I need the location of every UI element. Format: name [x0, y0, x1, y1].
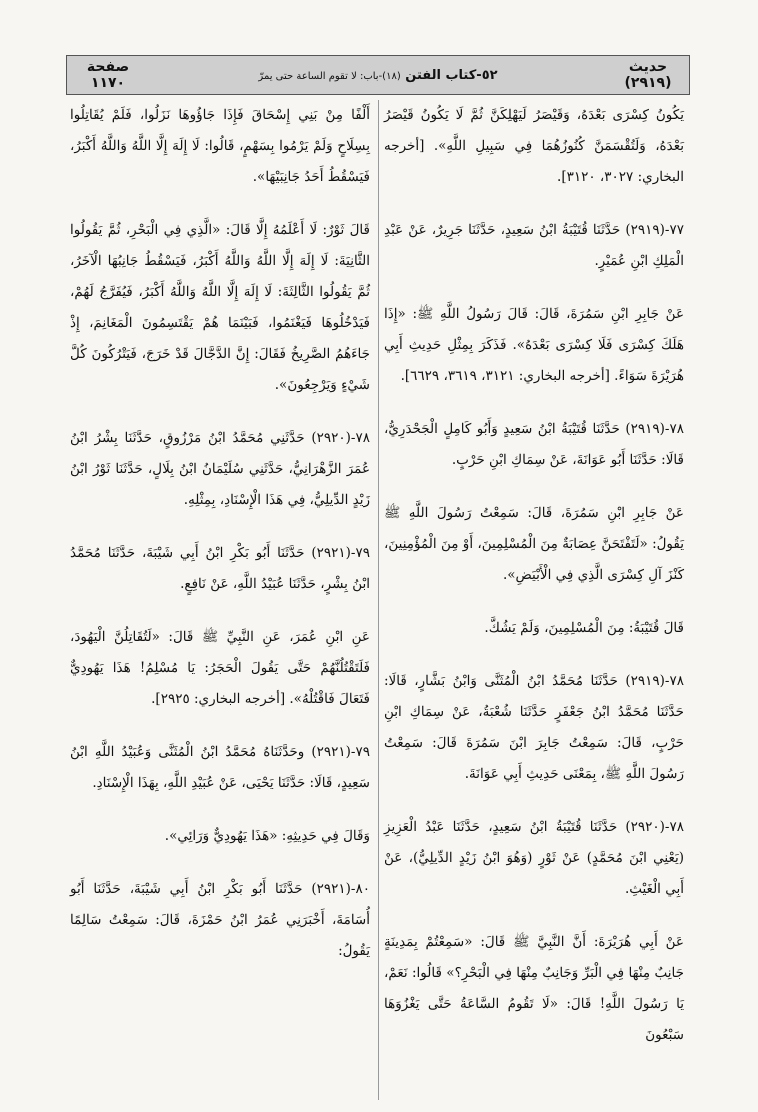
left-column — [70, 100, 370, 989]
paragraph: ٧٨-(٢٩٢٠) حَدَّثَنَا قُتَيْبَةُ ابْنُ سَعِيدٍ، حَدَّثَنَا عَبْدُ الْعَزِيزِ (يَعْنِي ابْنَ مُحَمَّدٍ) عَنْ ثَوْرٍ (وَهُوَ ابْنُ زَيْدٍ الدِّيلِيُّ)، عَنْ أَبِي الْغَيْثِ. — [384, 819, 684, 897]
hadith-label: حديث — [628, 59, 668, 75]
page-number: ١١٧٠ — [90, 75, 126, 91]
right-column — [384, 100, 684, 1073]
hadith-number: (٢٩١٩) — [624, 75, 672, 91]
paragraph: ٧٧-(٢٩١٩) حَدَّثَنَا قُتَيْبَةُ ابْنُ سَعِيدٍ، حَدَّثَنَا جَرِيرٌ، عَنْ عَبْدِ الْمَلِكِ ابْنِ عُمَيْرٍ. — [384, 222, 684, 269]
paragraph: ٧٨-(٢٩١٩) حَدَّثَنَا قُتَيْبَةُ ابْنُ سَعِيدٍ وَأَبُو كَامِلٍ الْجَحْدَرِيُّ، قَالَا: حَدَّثَنَا أَبُو عَوَانَةَ، عَنْ سِمَاكِ ابْنِ حَرْبٍ. — [384, 421, 684, 468]
paragraph: ٨٠-(٢٩٢١) حَدَّثَنَا أَبُو بَكْرِ ابْنُ أَبِي شَيْبَةَ، حَدَّثَنَا أَبُو أُسَامَةَ، أَخْبَرَنِي عُمَرُ ابْنُ حَمْزَةَ، قَالَ: سَمِعْتُ سَالِمًا يَقُولُ: — [70, 881, 370, 959]
hadith-number-box — [607, 59, 689, 91]
header-title — [149, 68, 607, 83]
paragraph: ٧٨-(٢٩١٩) حَدَّثَنَا مُحَمَّدُ ابْنُ الْمُثَنَّى وَابْنُ بَشَّارٍ، قَالَا: حَدَّثَنَا مُحَمَّدُ ابْنُ جَعْفَرٍ حَدَّثَنَا شُعْبَةُ، عَنْ سِمَاكِ ابْنِ حَرْبٍ، قَالَ: سَمِعْتُ جَابِرَ ابْنَ سَمُرَةَ قَالَ: سَمِعْتُ رَسُولَ اللَّهِ ﷺ، بِمَعْنَى حَدِيثِ أَبِي عَوَانَةَ. — [384, 673, 684, 782]
page-label: صفحة — [86, 59, 130, 75]
paragraph: ٧٨-(٢٩٢٠) حَدَّثَنِي مُحَمَّدُ ابْنُ مَرْزُوقٍ، حَدَّثَنَا بِشْرُ ابْنُ عُمَرَ الزَّهْرَانِيُّ، حَدَّثَنِي سُلَيْمَانُ ابْنُ بِلَالٍ، حَدَّثَنَا ثَوْرُ ابْنُ زَيْدٍ الدِّيلِيُّ، فِي هَذَا الْإِسْنَادِ، بِمِثْلِهِ. — [70, 430, 370, 508]
paragraph: عَنِ ابْنِ عُمَرَ، عَنِ النَّبِيِّ ﷺ قَالَ: «لَتُقَاتِلُنَّ الْيَهُودَ، فَلَتَقْتُلُنَّهُمْ حَتَّى يَقُولَ الْحَجَرُ: يَا مُسْلِمُ! هَذَا يَهُودِيٌّ فَتَعَالَ فَاقْتُلْهُ». [أخرجه البخاري: ٢٩٢٥]. — [70, 629, 370, 707]
paragraph: يَكُونُ كِسْرَى بَعْدَهُ، وَقَيْصَرُ لَيَهْلِكَنَّ ثُمَّ لَا يَكُونُ قَيْصَرُ بَعْدَهُ، وَلَتُقْسَمَنَّ كُنُوزُهُمَا فِي سَبِيلِ اللَّهِ». [أخرجه البخاري: ٣٠٢٧، ٣١٢٠]. — [384, 107, 684, 185]
paragraph: ٧٩-(٢٩٢١) وحَدَّثَنَاهُ مُحَمَّدُ ابْنُ الْمُثَنَّى وَعُبَيْدُ اللَّهِ ابْنُ سَعِيدٍ، قَالَا: حَدَّثَنَا يَحْيَى، عَنْ عُبَيْدِ اللَّهِ، بِهَذَا الْإِسْنَادِ. — [70, 744, 370, 791]
page-number-box — [67, 59, 149, 91]
paragraph: قَالَ ثَوْرٌ: لَا أَعْلَمُهُ إِلَّا قَالَ: «الَّذِي فِي الْبَحْرِ، ثُمَّ يَقُولُوا الثَّانِيَةَ: لَا إِلَهَ إِلَّا اللَّهُ وَاللَّهُ أَكْبَرُ، فَيَسْقُطُ جَانِبُهَا الْآخَرُ، ثُمَّ يَقُولُوا الثَّالِثَةَ: لَا إِلَهَ إِلَّا اللَّهُ وَاللَّهُ أَكْبَرُ، فَيُفَرَّجُ لَهُمْ، فَيَدْخُلُوهَا فَيَغْنَمُوا، فَبَيْنَمَا هُمْ يَقْتَسِمُونَ الْمَغَانِمَ، إِذْ جَاءَهُمُ الصَّرِيخُ فَقَالَ: إِنَّ الدَّجَّالَ قَدْ خَرَجَ، فَيَتْرُكُونَ كُلَّ شَيْءٍ وَيَرْجِعُونَ». — [70, 222, 370, 393]
paragraph: قَالَ قُتَيْبَةُ: مِنَ الْمُسْلِمِينَ، وَلَمْ يَشُكَّ. — [484, 620, 684, 636]
paragraph: أَلْفًا مِنْ بَنِي إِسْحَاقَ فَإِذَا جَاؤُوهَا نَزَلُوا، فَلَمْ يُقَاتِلُوا بِسِلَاحٍ وَلَمْ يَرْمُوا بِسَهْمٍ، قَالُوا: لَا إِلَهَ إِلَّا اللَّهُ وَاللَّهُ أَكْبَرُ، فَيَسْقُطُ أَحَدُ جَانِبَيْهَا». — [70, 107, 370, 185]
page-header — [66, 55, 690, 95]
paragraph: ٧٩-(٢٩٢١) حَدَّثَنَا أَبُو بَكْرِ ابْنُ أَبِي شَيْبَةَ، حَدَّثَنَا مُحَمَّدُ ابْنُ بِشْرٍ، حَدَّثَنَا عُبَيْدُ اللَّهِ، عَنْ نَافِعٍ. — [70, 545, 370, 592]
chapter-title: (١٨)-باب: لا تقوم الساعة حتى يمرّ — [258, 70, 401, 82]
column-divider — [378, 100, 379, 1100]
paragraph: عَنْ أَبِي هُرَيْرَةَ: أَنَّ النَّبِيَّ ﷺ قَالَ: «سَمِعْتُمْ بِمَدِينَةٍ جَانِبٌ مِنْهَا فِي الْبَرِّ وَجَانِبٌ مِنْهَا فِي الْبَحْرِ؟» قَالُوا: نَعَمْ، يَا رَسُولَ اللَّهِ! قَالَ: «لَا تَقُومُ السَّاعَةُ حَتَّى يَغْزُوَهَا سَبْعُونَ — [384, 934, 684, 1043]
paragraph: عَنْ جَابِرِ ابْنِ سَمُرَةَ، قَالَ: سَمِعْتُ رَسُولَ اللَّهِ ﷺ يَقُولُ: «لَتَفْتَحَنَّ عِصَابَةٌ مِنَ الْمُسْلِمِينَ، أَوْ مِنَ الْمُؤْمِنِينَ، كَنْزَ آلِ كِسْرَى الَّذِي فِي الْأَبْيَضِ». — [384, 505, 684, 583]
book-title: ٥٢-كتاب الفتن — [405, 67, 498, 83]
paragraph: عَنْ جَابِرِ ابْنِ سَمُرَةَ، قَالَ: قَالَ رَسُولُ اللَّهِ ﷺ: «إِذَا هَلَكَ كِسْرَى فَلَا كِسْرَى بَعْدَهُ». فَذَكَرَ بِمِثْلِ حَدِيثِ أَبِي هُرَيْرَةَ سَوَاءً. [أخرجه البخاري: ٣١٢١، ٣٦١٩، ٦٦٢٩]. — [384, 306, 684, 384]
paragraph: وَقَالَ فِي حَدِيثِهِ: «هَذَا يَهُودِيٌّ وَرَائِي». — [164, 828, 370, 844]
